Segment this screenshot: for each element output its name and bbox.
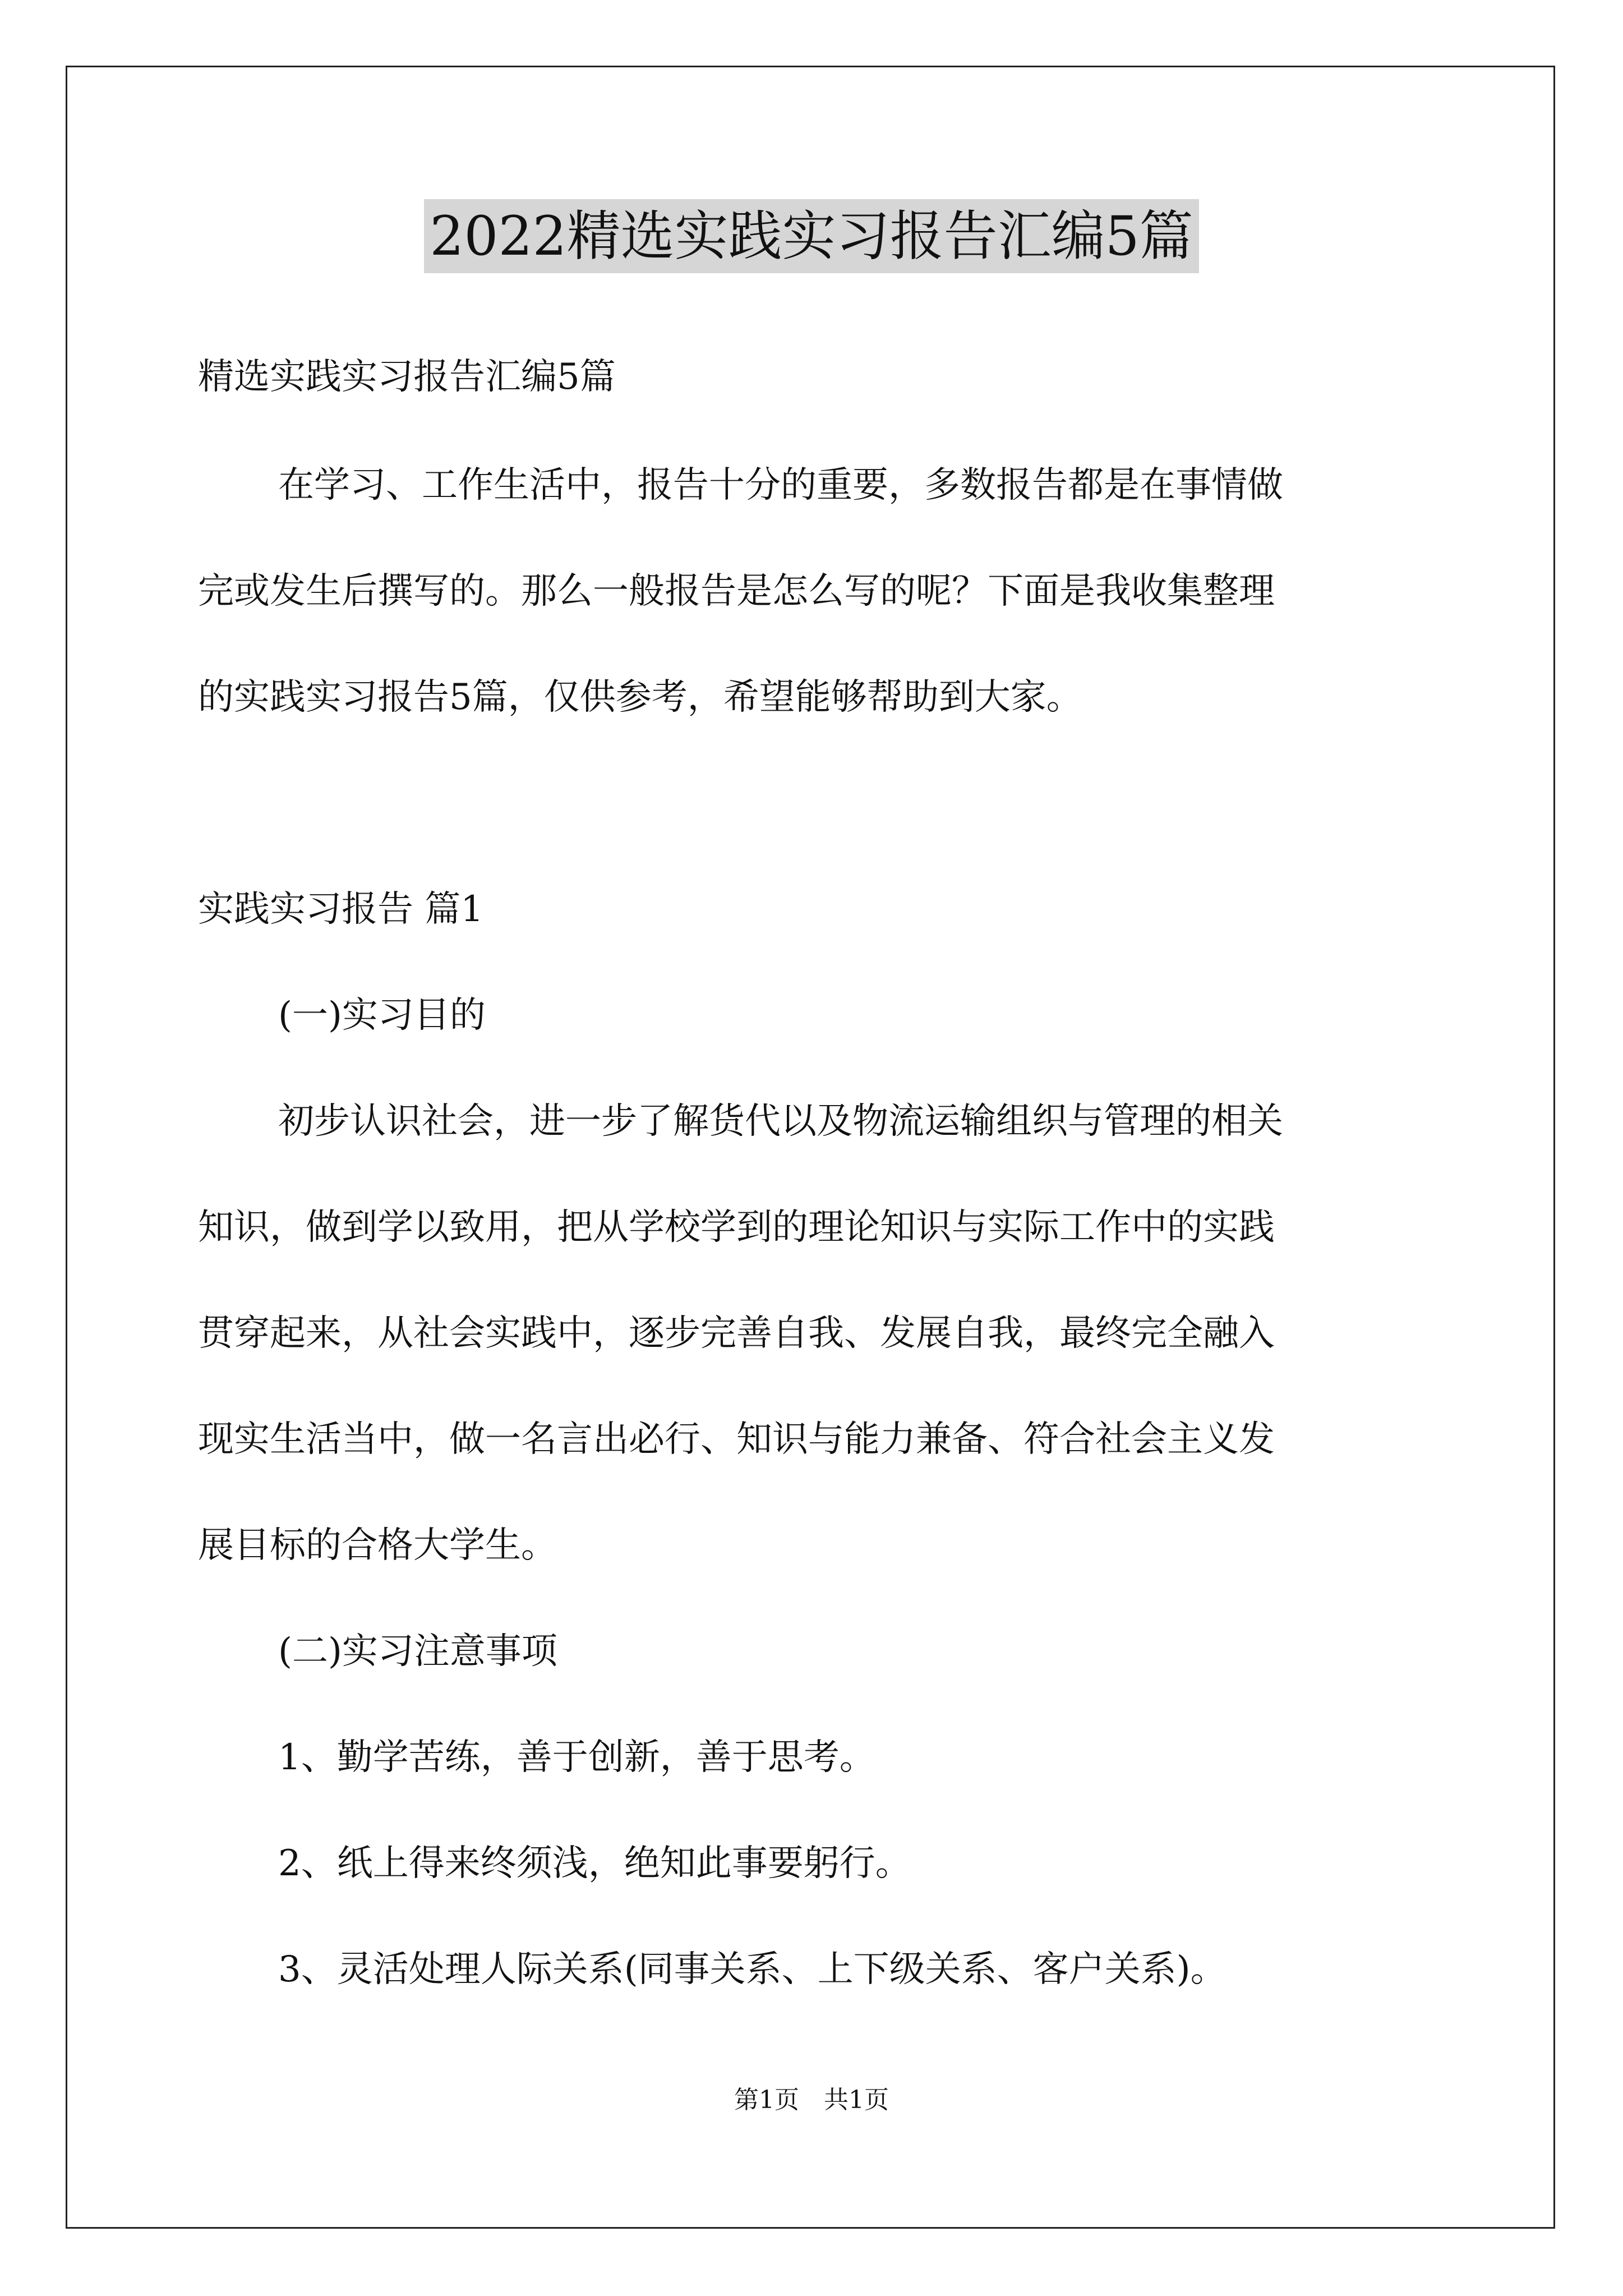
section-heading: 实践实习报告 篇1	[198, 889, 484, 930]
page-footer: 第1页 共1页	[734, 2086, 889, 2114]
intro-line-3: 的实践实习报告5篇，仅供参考，希望能够帮助到大家。	[198, 677, 1082, 718]
purpose-line-3: 贯穿起来，从社会实践中，逐步完善自我、发展自我，最终完全融入	[198, 1313, 1275, 1354]
purpose-heading: (一)实习目的	[278, 995, 486, 1036]
purpose-line-5: 展目标的合格大学生。	[198, 1525, 557, 1566]
intro-line-1: 在学习、工作生活中，报告十分的重要，多数报告都是在事情做	[278, 464, 1283, 506]
subtitle: 精选实践实习报告汇编5篇	[198, 356, 616, 398]
note-item-3: 3、灵活处理人际关系(同事关系、上下级关系、客户关系)。	[278, 1949, 1227, 1990]
note-item-2: 2、纸上得来终须浅，绝知此事要躬行。	[278, 1843, 911, 1884]
title-container	[0, 199, 1623, 273]
purpose-line-2: 知识，做到学以致用，把从学校学到的理论知识与实际工作中的实践	[198, 1207, 1275, 1248]
purpose-line-4: 现实生活当中，做一名言出必行、知识与能力兼备、符合社会主义发	[198, 1419, 1275, 1460]
purpose-line-1: 初步认识社会，进一步了解货代以及物流运输组织与管理的相关	[278, 1101, 1283, 1142]
document-title: 2022精选实践实习报告汇编5篇	[424, 199, 1198, 273]
note-item-1: 1、勤学苦练，善于创新，善于思考。	[278, 1737, 875, 1778]
notes-heading: (二)实习注意事项	[278, 1631, 557, 1672]
intro-line-2: 完或发生后撰写的。那么一般报告是怎么写的呢？下面是我收集整理	[198, 570, 1275, 612]
